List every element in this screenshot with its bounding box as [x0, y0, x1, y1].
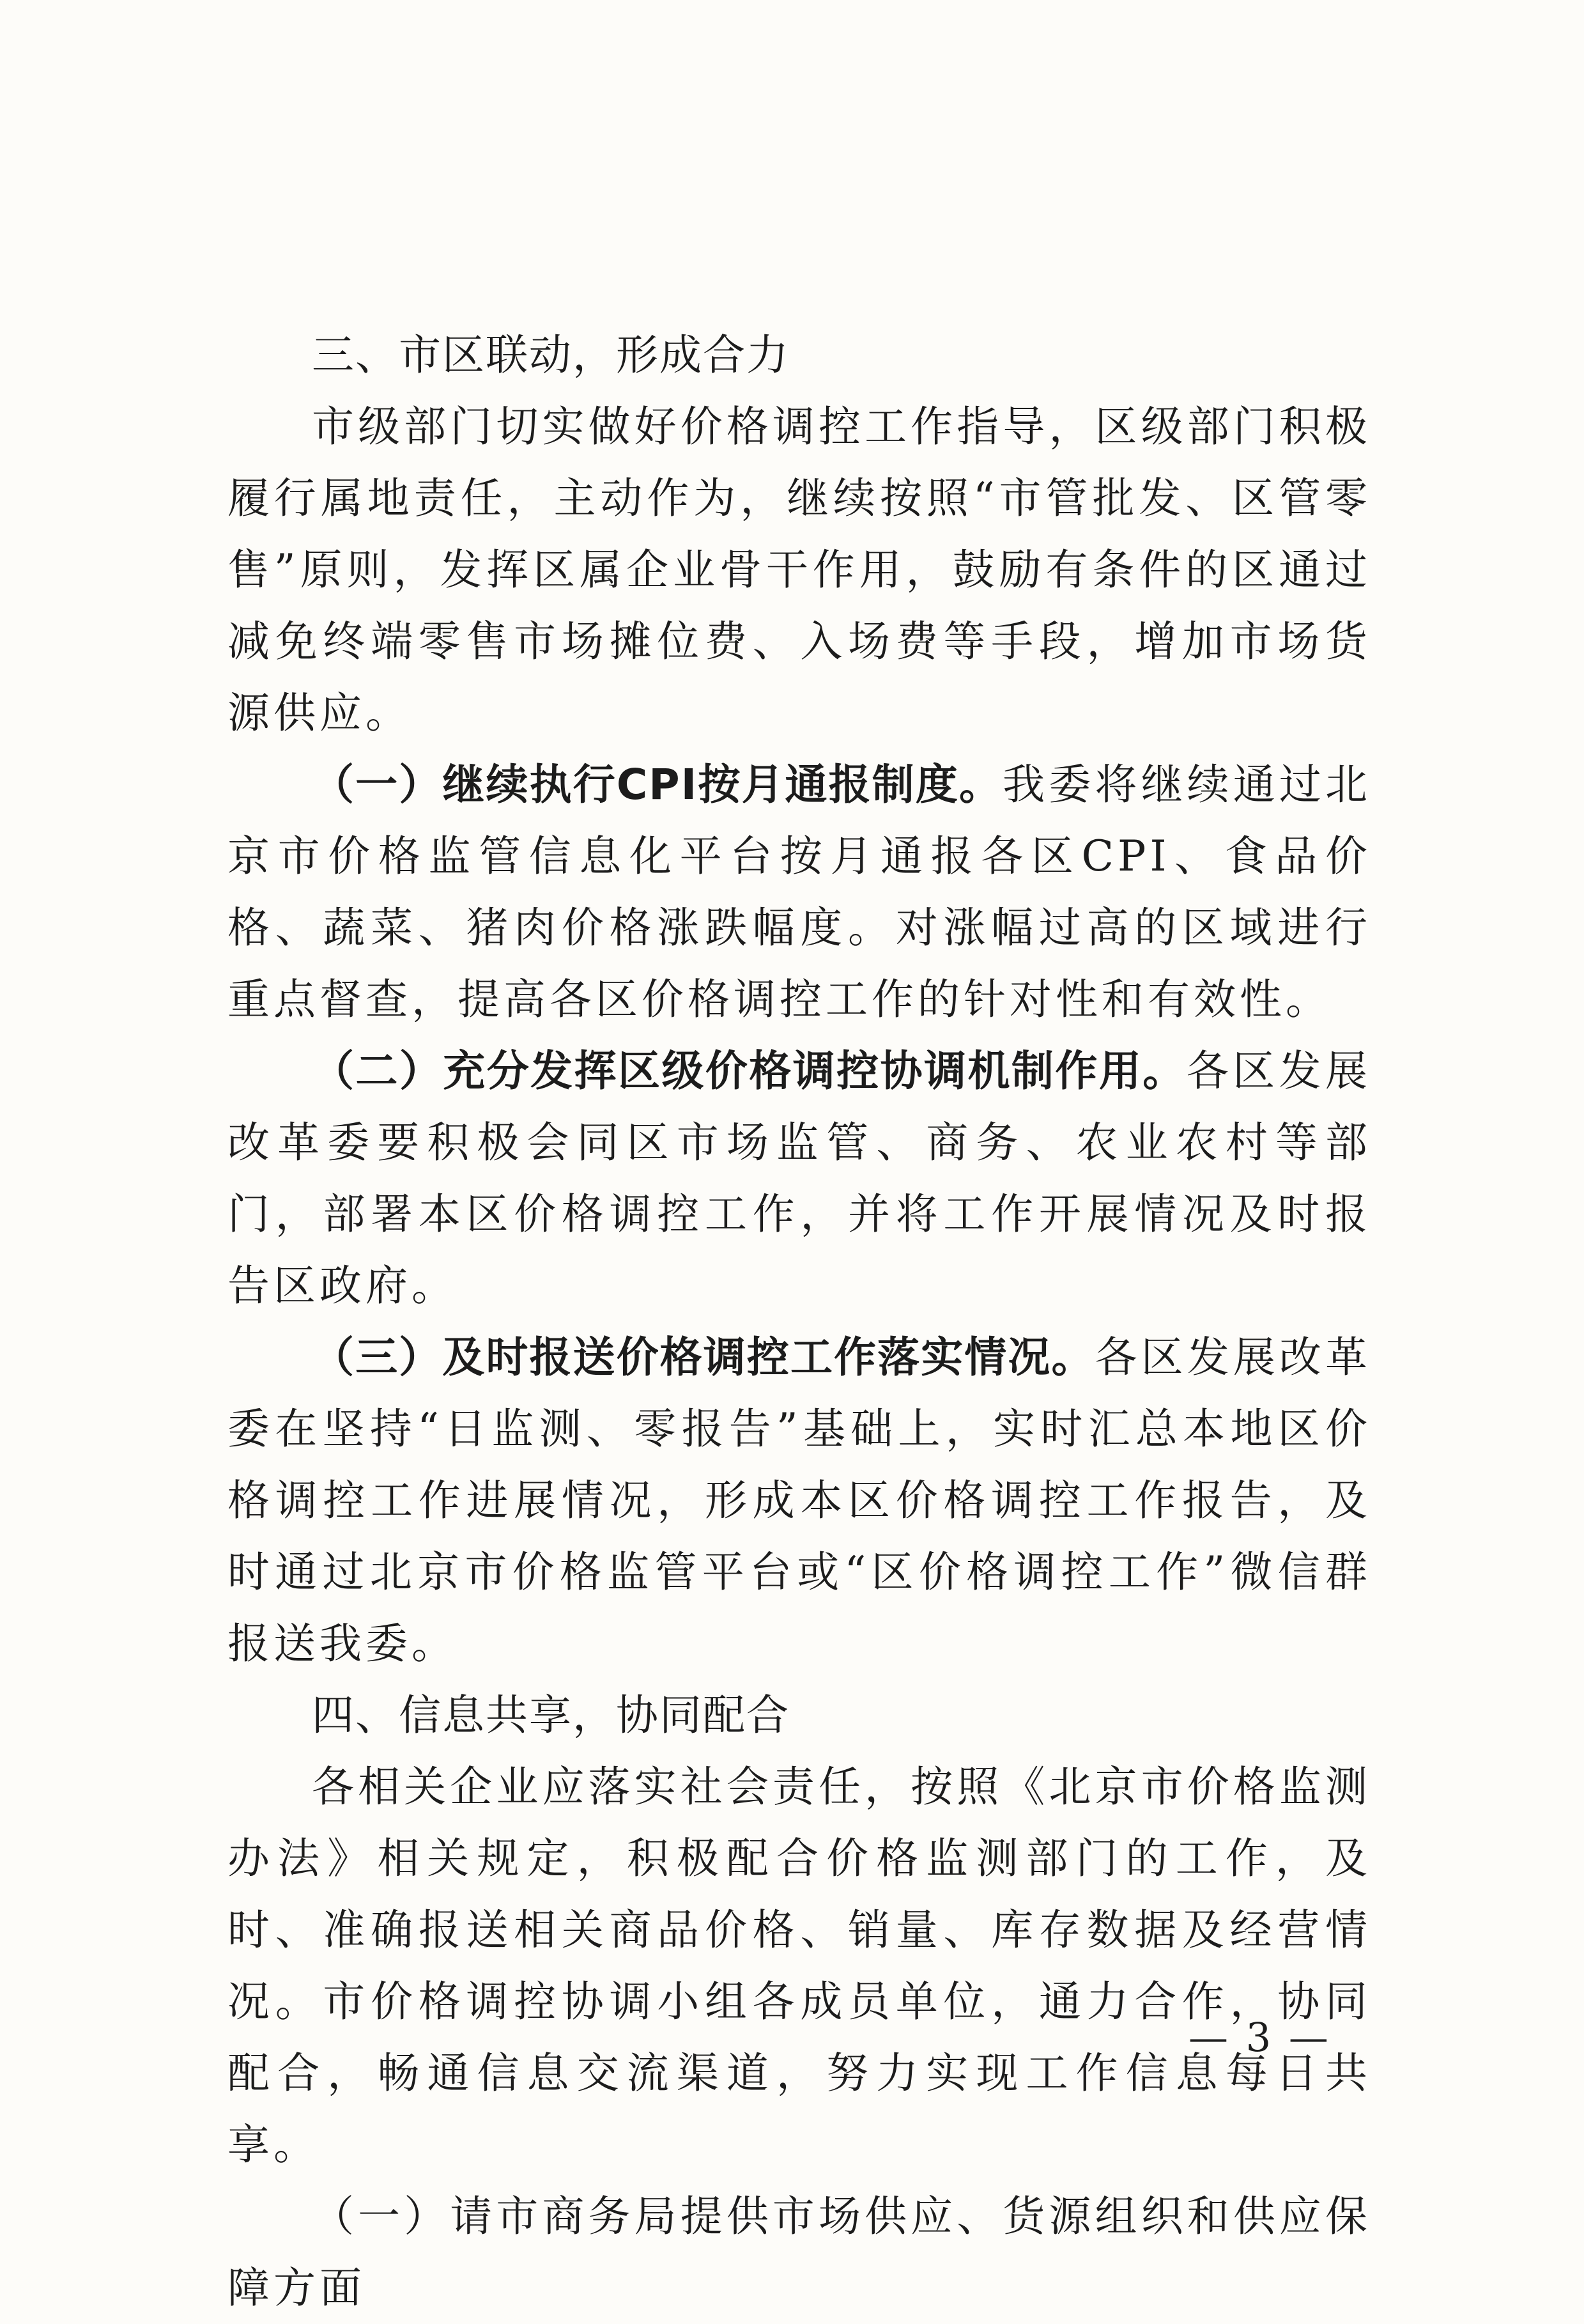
- section-3-item-2: [227, 1035, 1371, 1322]
- item-title: （二）充分发挥区级价格调控协调机制作用。: [312, 1046, 1187, 1096]
- section-3-item-3: [227, 1322, 1371, 1680]
- section-4-item-1: [227, 2181, 1371, 2324]
- item-text: 各区发展改革委在坚持“日监测、零报告”基础上，实时汇总本地区价格调控工作进展情况，形成本区价格调控工作报告，及时通过北京市价格监管平台或“区价格调控工作”微信群报送我委。: [227, 1333, 1372, 1668]
- section-4-intro: 各相关企业应落实社会责任，按照《北京市价格监测办法》相关规定，积极配合价格监测部门的工作，及时、准确报送相关商品价格、销量、库存数据及经营情况。市价格调控协调小组各成员单位，通力合作，协同配合，畅通信息交流渠道，努力实现工作信息每日共享。: [227, 1762, 1371, 2169]
- item-title: （一）继续执行CPI按月通报制度。: [312, 760, 1003, 809]
- section-3-intro: 市级部门切实做好价格调控工作指导，区级部门积极履行属地责任，主动作为，继续按照“市管批发、区管零售”原则，发挥区属企业骨干作用，鼓励有条件的区通过减免终端零售市场摊位费、入场费等手段，增加市场货源供应。: [227, 402, 1371, 738]
- item-text: 各区发展改革委要积极会同区市场监管、商务、农业农村等部门，部署本区价格调控工作，并将工作开展情况及时报告区政府。: [227, 1046, 1372, 1310]
- item-title: （三）及时报送价格调控工作落实情况。: [312, 1333, 1095, 1382]
- page-number: — 3 —: [1188, 2014, 1331, 2061]
- item-text: （一）请市商务局提供市场供应、货源组织和供应保障方面: [227, 2192, 1371, 2312]
- section-3-item-1: [227, 749, 1371, 1035]
- item-text: 我委将继续通过北京市价格监管信息化平台按月通报各区CPI、食品价格、蔬菜、猪肉价格涨跌幅度。对涨幅过高的区域进行重点督查，提高各区价格调控工作的针对性和有效性。: [227, 760, 1371, 1024]
- section-heading-4: 四、信息共享，协同配合: [312, 1691, 790, 1740]
- section-heading-3: 三、市区联动，形成合力: [312, 330, 790, 380]
